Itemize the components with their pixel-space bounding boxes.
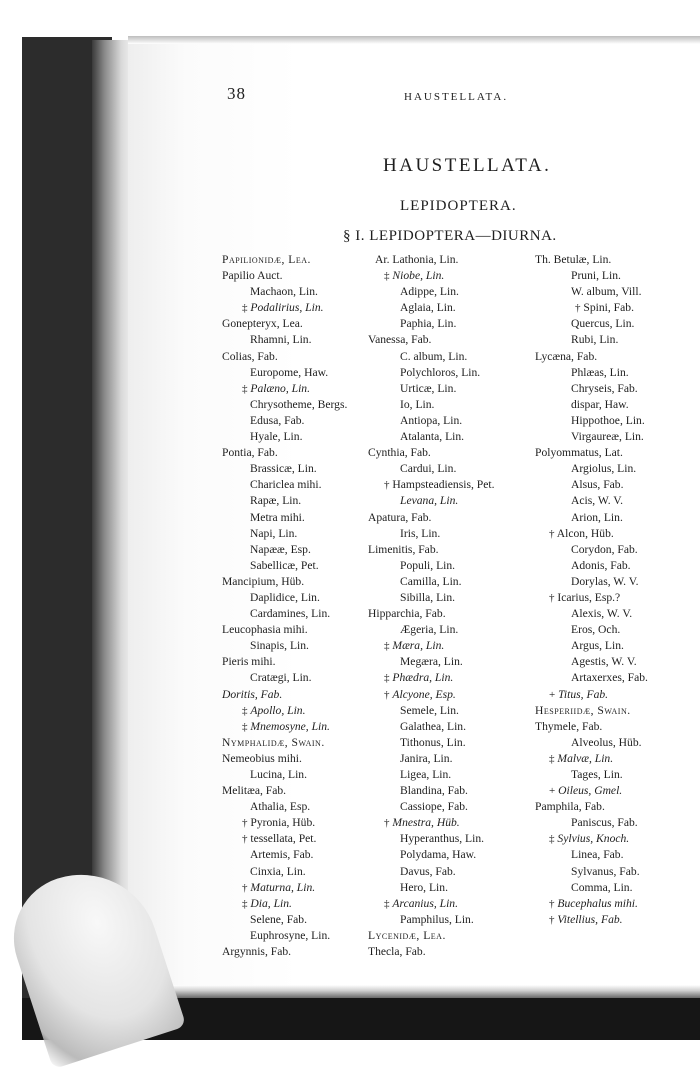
entry-text: Cardamines, Lin. (250, 607, 331, 621)
background-left (0, 40, 22, 1040)
entry-text: Hesperiidæ, Swain. (535, 703, 631, 717)
entry-text: Dia, Lin. (250, 896, 292, 910)
entry-text: Mancipium, Hüb. (222, 574, 305, 588)
entry-text: Tithonus, Lin. (400, 735, 466, 749)
entry-text: Cynthia, Fab. (368, 446, 431, 460)
entry-text: Sinapis, Lin. (250, 639, 309, 653)
list-item (368, 815, 494, 831)
entry-text: Hyale, Lin. (250, 430, 303, 444)
page-number: 38 (227, 84, 246, 103)
entry-text: Atalanta, Lin. (400, 430, 465, 444)
list-item (535, 493, 648, 509)
entry-text: Galathea, Lin. (400, 719, 466, 733)
list-item (222, 574, 347, 590)
list-item (535, 735, 648, 751)
page-shadow (128, 36, 700, 44)
entry-text: Lycenidæ, Lea. (368, 928, 446, 942)
list-item (222, 719, 347, 735)
list-item (535, 349, 648, 365)
entry-text: Daplidice, Lin. (250, 590, 320, 604)
list-item (368, 381, 494, 397)
entry-text: Alsus, Fab. (571, 478, 624, 492)
entry-text: Alcon, Hüb. (556, 526, 614, 540)
list-item (535, 799, 648, 815)
entry-text: Comma, Lin. (571, 880, 633, 894)
list-item (368, 606, 494, 622)
entry-text: Hippothoe, Lin. (571, 413, 645, 427)
entry-mark: ‡ (549, 833, 555, 846)
list-item (535, 284, 648, 300)
entry-text: Argus, Lin. (571, 639, 624, 653)
entry-text: Rubi, Lin. (571, 333, 619, 347)
entry-text: Apatura, Fab. (368, 510, 432, 524)
entry-text: Podalirius, Lin. (250, 301, 324, 315)
list-item (368, 493, 494, 509)
list-item (368, 944, 494, 960)
entry-text: Vanessa, Fab. (368, 333, 432, 347)
entry-text: Adonis, Fab. (571, 558, 631, 572)
entry-text: dispar, Haw. (571, 397, 629, 411)
entry-mark: ‡ (384, 640, 390, 653)
list-item (368, 413, 494, 429)
entry-text: Eros, Och. (571, 623, 621, 637)
entry-text: Megæra, Lin. (400, 655, 463, 669)
entry-mark: ‡ (242, 704, 248, 717)
entry-mark: † (549, 591, 555, 604)
list-item (535, 268, 648, 284)
entry-mark: ‡ (242, 382, 248, 395)
entry-text: Palæno, Lin. (250, 381, 310, 395)
entry-text: Chariclea mihi. (250, 478, 322, 492)
list-item (222, 300, 347, 316)
list-item (222, 493, 347, 509)
list-item (222, 413, 347, 429)
entry-text: Lycæna, Fab. (535, 349, 598, 363)
list-item (368, 558, 494, 574)
entry-text: Brassicæ, Lin. (250, 462, 317, 476)
list-item (368, 316, 494, 332)
list-item (535, 896, 648, 912)
entry-mark: ‡ (242, 897, 248, 910)
entry-mark: ‡ (384, 672, 390, 685)
list-item (222, 461, 347, 477)
entry-text: Oileus, Gmel. (558, 784, 623, 798)
list-item (368, 429, 494, 445)
entry-text: Hero, Lin. (400, 880, 448, 894)
page-subtitle: LEPIDOPTERA. (400, 198, 517, 214)
list-item (222, 284, 347, 300)
list-item (222, 864, 347, 880)
entry-text: Sylvius, Knoch. (557, 832, 630, 846)
list-item (222, 397, 347, 413)
list-item (535, 687, 648, 703)
entry-text: Papilionidæ, Lea. (222, 253, 311, 266)
list-item (222, 349, 347, 365)
entry-mark: † (384, 817, 390, 830)
entry-text: W. album, Vill. (571, 285, 642, 299)
entry-mark: ‡ (242, 302, 248, 315)
list-item (368, 687, 494, 703)
list-item (222, 912, 347, 928)
entry-text: Ar. Lathonia, Lin. (375, 253, 459, 266)
entry-mark: † (549, 527, 555, 540)
entry-text: Mnestra, Hüb. (392, 816, 460, 830)
entry-text: Sibilla, Lin. (400, 590, 456, 604)
entry-text: Camilla, Lin. (400, 574, 462, 588)
list-item (222, 654, 347, 670)
list-item (535, 365, 648, 381)
list-item (222, 429, 347, 445)
list-item (535, 654, 648, 670)
list-item (222, 944, 347, 960)
column-1 (222, 252, 347, 960)
list-item (222, 381, 347, 397)
list-item (222, 316, 347, 332)
entry-mark: † (549, 913, 555, 926)
entry-text: Titus, Fab. (558, 687, 609, 701)
list-item (535, 864, 648, 880)
list-item (368, 477, 494, 493)
entry-text: Spini, Fab. (583, 301, 634, 315)
list-item (368, 622, 494, 638)
entry-text: Paphia, Lin. (400, 317, 457, 331)
list-item (368, 719, 494, 735)
entry-text: Ligea, Lin. (400, 768, 452, 781)
entry-text: Colias, Fab. (222, 349, 278, 363)
entry-text: Nemeobius mihi. (222, 751, 302, 765)
background-top (0, 0, 700, 40)
entry-text: Bucephalus mihi. (557, 896, 638, 910)
entry-text: Rapæ, Lin. (250, 494, 302, 508)
entry-text: Mæra, Lin. (392, 639, 445, 653)
list-item (222, 896, 347, 912)
entry-text: Apollo, Lin. (250, 703, 306, 717)
list-item (535, 751, 648, 767)
entry-text: Janira, Lin. (400, 751, 453, 765)
entry-text: Machaon, Lin. (250, 285, 318, 299)
entry-text: Artaxerxes, Fab. (571, 671, 648, 685)
list-item (535, 831, 648, 847)
list-item (368, 751, 494, 767)
entry-text: Populi, Lin. (400, 558, 456, 572)
entry-text: Adippe, Lin. (400, 285, 459, 299)
entry-text: Corydon, Fab. (571, 542, 638, 556)
page-title: HAUSTELLATA. (383, 155, 552, 176)
list-item (535, 445, 648, 461)
list-item (535, 542, 648, 558)
entry-text: Sabellicæ, Pet. (250, 558, 319, 572)
list-item (368, 831, 494, 847)
list-item (535, 783, 648, 799)
list-item (222, 252, 347, 268)
entry-mark: ‡ (384, 270, 390, 283)
list-item (222, 735, 347, 751)
entry-text: Blandina, Fab. (400, 784, 468, 798)
entry-text: Nymphalidæ, Swain. (222, 735, 325, 749)
entry-text: Niobe, Lin. (392, 269, 445, 283)
entry-text: Selene, Fab. (250, 912, 307, 926)
list-item (222, 622, 347, 638)
list-item (535, 638, 648, 654)
list-item (368, 268, 494, 284)
entry-text: Cassiope, Fab. (400, 800, 468, 814)
list-item (535, 477, 648, 493)
entry-mark: † (384, 479, 390, 492)
entry-text: Ægeria, Lin. (400, 623, 459, 637)
list-item (368, 397, 494, 413)
list-item (368, 542, 494, 558)
entry-mark: ‡ (549, 752, 555, 765)
entry-text: Napææ, Esp. (250, 542, 311, 556)
list-item (222, 767, 347, 783)
entry-text: Agestis, W. V. (571, 655, 637, 669)
entry-text: Chryseis, Fab. (571, 381, 638, 395)
list-item (535, 252, 648, 268)
list-item (368, 461, 494, 477)
list-item (222, 831, 347, 847)
entry-text: Linea, Fab. (571, 848, 624, 862)
entry-text: Lucina, Lin. (250, 768, 307, 781)
entry-text: Euphrosyne, Lin. (250, 928, 331, 942)
list-item (222, 268, 347, 284)
list-item (535, 316, 648, 332)
list-item (368, 300, 494, 316)
list-item (222, 799, 347, 815)
list-item (368, 574, 494, 590)
entry-text: Phlæas, Lin. (571, 365, 629, 379)
list-item (368, 445, 494, 461)
list-item (535, 719, 648, 735)
list-item (222, 526, 347, 542)
list-item (535, 880, 648, 896)
entry-text: Pruni, Lin. (571, 269, 621, 283)
list-item (535, 912, 648, 928)
list-item (222, 880, 347, 896)
entry-text: Arcanius, Lin. (392, 896, 459, 910)
list-item (368, 864, 494, 880)
list-item (222, 606, 347, 622)
entry-text: Virgaureæ, Lin. (571, 430, 644, 444)
entry-text: C. album, Lin. (400, 349, 468, 363)
entry-mark: + (549, 785, 556, 798)
entry-text: Gonepteryx, Lea. (222, 317, 303, 331)
entry-text: Metra mihi. (250, 510, 305, 524)
entry-text: Athalia, Esp. (250, 800, 311, 814)
entry-text: Quercus, Lin. (571, 317, 635, 331)
entry-text: Pontia, Fab. (222, 446, 278, 460)
list-item (222, 365, 347, 381)
list-item (535, 815, 648, 831)
list-item (368, 703, 494, 719)
list-item (222, 638, 347, 654)
list-item (535, 590, 648, 606)
entry-text: Rhamni, Lin. (250, 333, 312, 347)
list-item (368, 332, 494, 348)
list-item (222, 558, 347, 574)
list-item (535, 429, 648, 445)
entry-mark: ‡ (242, 720, 248, 733)
entry-text: Limenitis, Fab. (368, 542, 439, 556)
list-item (535, 381, 648, 397)
list-item (222, 670, 347, 686)
list-item (222, 703, 347, 719)
entry-text: Thymele, Fab. (535, 719, 603, 733)
entry-text: Vitellius, Fab. (557, 912, 623, 926)
entry-text: Antiopa, Lin. (400, 413, 463, 427)
entry-text: Hipparchia, Fab. (368, 607, 446, 621)
entry-text: Melitæa, Fab. (222, 784, 287, 798)
entry-mark: + (549, 688, 556, 701)
entry-text: Mnemosyne, Lin. (250, 719, 330, 733)
entry-text: Semele, Lin. (400, 703, 459, 717)
list-item (368, 767, 494, 783)
list-item (535, 413, 648, 429)
list-item (368, 670, 494, 686)
page-edge (135, 985, 700, 999)
entry-text: Phædra, Lin. (392, 671, 454, 685)
entry-text: Polychloros, Lin. (400, 365, 481, 379)
entry-text: Maturna, Lin. (250, 880, 316, 894)
entry-text: Pyronia, Hüb. (250, 816, 316, 830)
column-3 (535, 252, 648, 928)
entry-mark: † (575, 302, 581, 315)
entry-text: Argiolus, Lin. (571, 462, 637, 476)
list-item (368, 638, 494, 654)
list-item (368, 847, 494, 863)
list-item (222, 332, 347, 348)
list-item (535, 558, 648, 574)
list-item (368, 590, 494, 606)
list-item (535, 622, 648, 638)
entry-text: Napi, Lin. (250, 526, 298, 540)
entry-text: Acis, W. V. (571, 494, 624, 508)
entry-text: Chrysotheme, Bergs. (250, 397, 348, 411)
list-item (222, 847, 347, 863)
entry-text: Argynnis, Fab. (222, 945, 292, 959)
list-item (222, 751, 347, 767)
entry-text: Doritis, Fab. (222, 687, 283, 701)
entry-text: Polyommatus, Lat. (535, 446, 623, 460)
entry-text: Alveolus, Hüb. (571, 735, 642, 749)
list-item (368, 526, 494, 542)
list-item (535, 670, 648, 686)
list-item (368, 880, 494, 896)
list-item (368, 928, 494, 944)
column-2 (368, 252, 494, 960)
entry-text: Leucophasia mihi. (222, 623, 308, 637)
entry-text: Levana, Lin. (400, 494, 459, 508)
list-item (222, 928, 347, 944)
entry-text: Cinxia, Lin. (250, 864, 306, 878)
list-item (535, 767, 648, 783)
running-head: HAUSTELLATA. (404, 91, 509, 103)
entry-text: Hyperanthus, Lin. (400, 832, 485, 846)
list-item (535, 574, 648, 590)
entry-mark: † (242, 881, 248, 894)
list-item (368, 799, 494, 815)
section-heading: § I. LEPIDOPTERA—DIURNA. (343, 228, 557, 244)
list-item (222, 445, 347, 461)
list-item (535, 703, 648, 719)
entry-mark: ‡ (384, 897, 390, 910)
list-item (535, 397, 648, 413)
entry-text: Tages, Lin. (571, 768, 623, 781)
list-item (222, 783, 347, 799)
list-item (535, 332, 648, 348)
entry-text: Polydama, Haw. (400, 848, 477, 862)
entry-text: Pamphilus, Lin. (400, 912, 474, 926)
list-item (222, 687, 347, 703)
list-item (368, 735, 494, 751)
entry-text: Europome, Haw. (250, 365, 329, 379)
entry-text: Artemis, Fab. (250, 848, 314, 862)
list-item (368, 365, 494, 381)
list-item (535, 606, 648, 622)
entry-text: tessellata, Pet. (250, 832, 317, 846)
entry-text: Thecla, Fab. (368, 945, 426, 959)
list-item (535, 300, 648, 316)
entry-text: Edusa, Fab. (250, 413, 305, 427)
entry-text: Iris, Lin. (400, 526, 441, 540)
entry-text: Hampsteadiensis, Pet. (392, 478, 495, 492)
list-item (222, 542, 347, 558)
entry-text: Papilio Auct. (222, 269, 283, 283)
entry-text: Th. Betulæ, Lin. (535, 253, 612, 266)
list-item (535, 526, 648, 542)
entry-text: Cardui, Lin. (400, 462, 457, 476)
entry-mark: † (549, 897, 555, 910)
entry-text: Aglaia, Lin. (400, 301, 456, 315)
list-item (222, 815, 347, 831)
entry-text: Malvæ, Lin. (557, 751, 614, 765)
entry-text: Paniscus, Fab. (571, 816, 638, 830)
entry-text: Pieris mihi. (222, 655, 276, 669)
list-item (535, 847, 648, 863)
list-item (222, 477, 347, 493)
entry-text: Sylvanus, Fab. (571, 864, 640, 878)
entry-mark: † (384, 688, 390, 701)
list-item (368, 912, 494, 928)
entry-text: Pamphila, Fab. (535, 800, 605, 814)
list-item (368, 896, 494, 912)
list-item (368, 252, 494, 268)
list-item (535, 461, 648, 477)
list-item (368, 349, 494, 365)
entry-mark: † (242, 833, 248, 846)
entry-text: Dorylas, W. V. (571, 574, 639, 588)
list-item (222, 590, 347, 606)
entry-text: Davus, Fab. (400, 864, 456, 878)
list-item (368, 783, 494, 799)
entry-text: Alcyone, Esp. (392, 687, 456, 701)
entry-mark: † (242, 817, 248, 830)
list-item (368, 284, 494, 300)
entry-text: Cratægi, Lin. (250, 671, 312, 685)
list-item (535, 510, 648, 526)
entry-text: Arion, Lin. (571, 510, 623, 524)
entry-text: Alexis, W. V. (571, 607, 633, 621)
list-item (368, 510, 494, 526)
entry-text: Urticæ, Lin. (400, 381, 457, 395)
entry-text: Icarius, Esp.? (557, 590, 621, 604)
list-item (222, 510, 347, 526)
entry-text: Io, Lin. (400, 397, 435, 411)
list-item (368, 654, 494, 670)
